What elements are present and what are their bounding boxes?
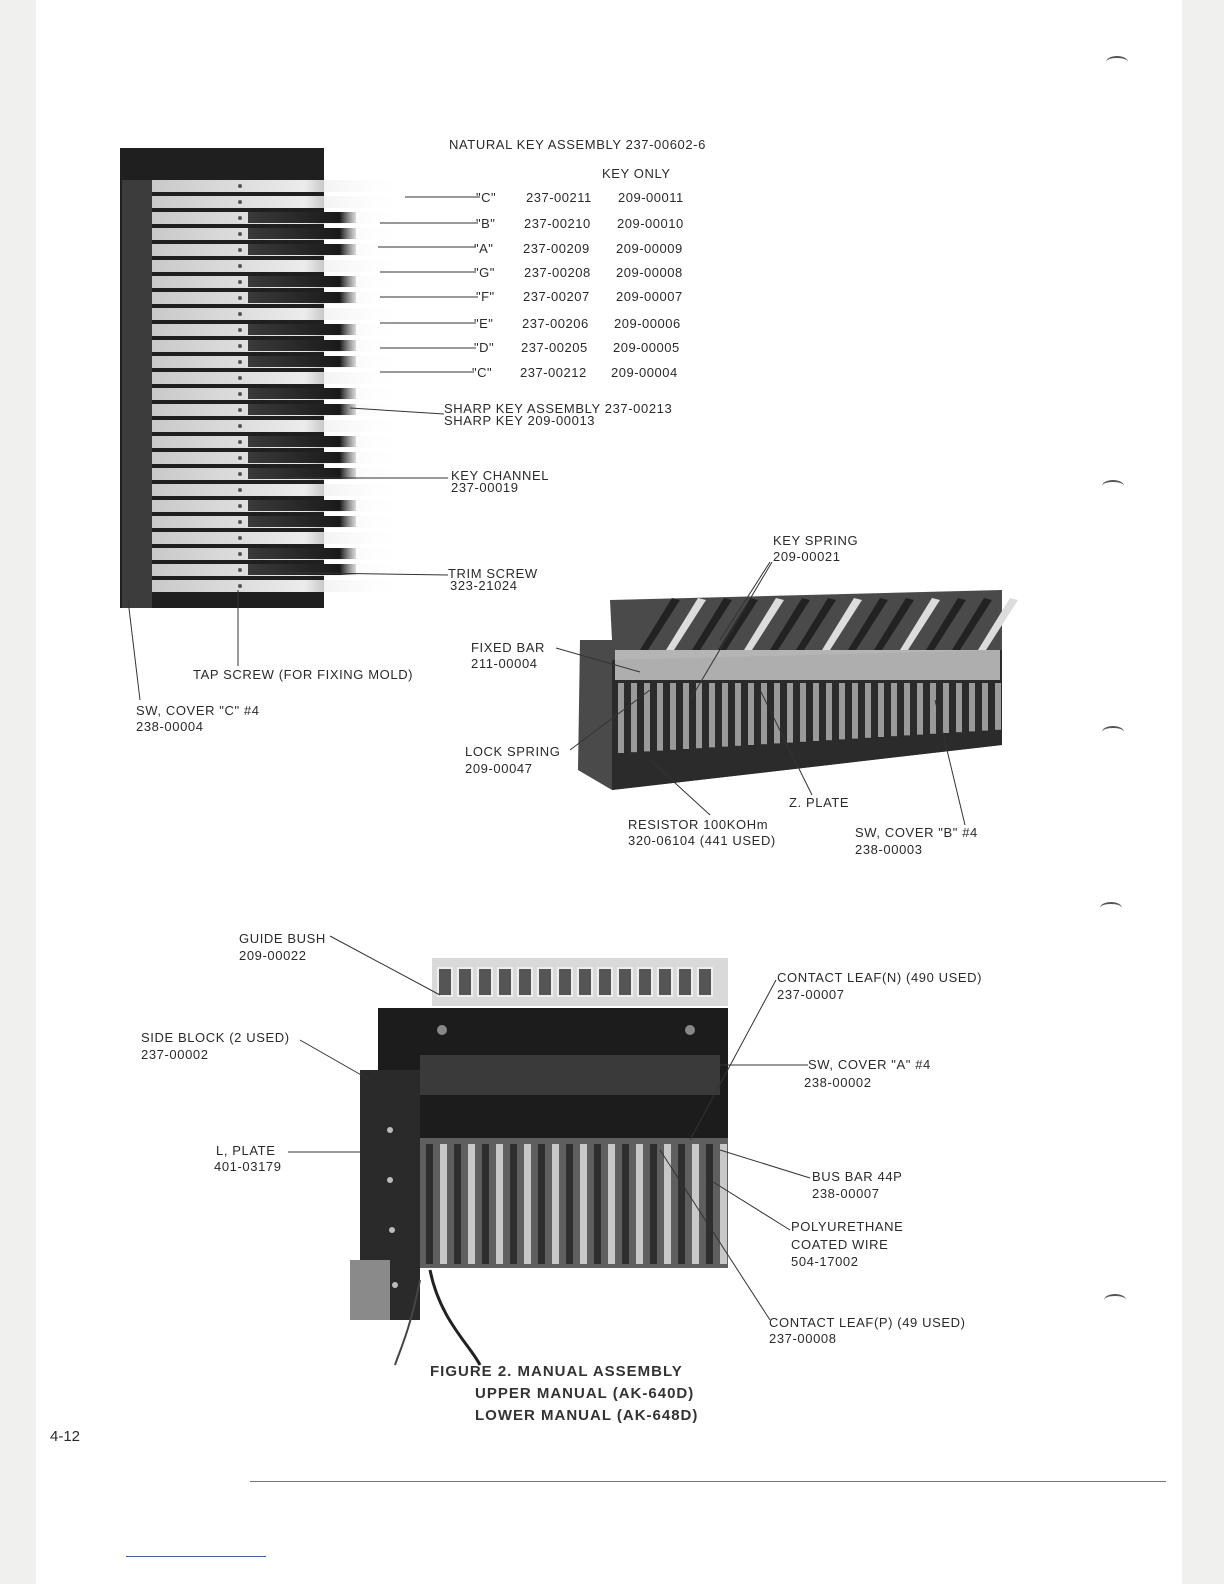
- contact-leaf-n-label: CONTACT LEAF(N) (490 USED): [777, 970, 983, 985]
- assembly-cell: 237-00208: [524, 265, 591, 280]
- table-row: [474, 340, 714, 358]
- sharp-key-assembly-label: SHARP KEY ASSEMBLY 237-00213: [444, 401, 673, 416]
- key-only-cell: 209-00008: [616, 265, 683, 280]
- natural-key-title: NATURAL KEY ASSEMBLY 237-00602-6: [449, 137, 706, 152]
- note-cell: "A": [474, 241, 494, 256]
- contact-leaf-p-label: CONTACT LEAF(P) (49 USED): [769, 1315, 966, 1330]
- side-block-label: SIDE BLOCK (2 USED): [141, 1030, 290, 1045]
- binder-hole-mark: [1102, 480, 1124, 492]
- l-plate-label: L, PLATE: [216, 1143, 276, 1158]
- note-cell: "G": [474, 265, 495, 280]
- table-row: [474, 265, 714, 283]
- polyurethane-label: POLYURETHANE: [791, 1219, 904, 1234]
- key-only-cell: 209-00010: [617, 216, 684, 231]
- key-only-cell: 209-00005: [613, 340, 680, 355]
- key-only-cell: 209-00006: [614, 316, 681, 331]
- page-number: 4-12: [50, 1428, 81, 1445]
- table-row: [476, 190, 716, 208]
- fixed-bar-part: 211-00004: [471, 656, 538, 671]
- table-row: [476, 216, 716, 234]
- tap-screw-label: TAP SCREW (FOR FIXING MOLD): [193, 667, 414, 682]
- sw-cover-c-part: 238-00004: [136, 719, 204, 734]
- key-channel-label: KEY CHANNEL: [451, 468, 550, 483]
- guide-bush-label: GUIDE BUSH: [239, 931, 326, 946]
- binder-hole-mark: [1104, 1294, 1126, 1306]
- figure-caption-title: FIGURE 2. MANUAL ASSEMBLY: [430, 1363, 683, 1380]
- binder-hole-mark: [1102, 726, 1124, 738]
- note-cell: "E": [474, 316, 494, 331]
- table-row: [472, 365, 712, 383]
- assembly-cell: 237-00211: [526, 190, 592, 205]
- key-spring-part: 209-00021: [773, 549, 841, 564]
- binder-hole-mark: [1100, 902, 1122, 914]
- assembly-cell: 237-00212: [520, 365, 587, 380]
- key-only-header: KEY ONLY: [602, 166, 671, 181]
- sw-cover-c-label: SW, COVER "C" #4: [136, 703, 260, 718]
- coated-wire-label: COATED WIRE: [791, 1237, 889, 1252]
- bus-bar-part: 238-00007: [812, 1186, 880, 1201]
- assembly-cell: 237-00207: [523, 289, 590, 304]
- bus-bar-label: BUS BAR 44P: [812, 1169, 903, 1184]
- z-plate-label: Z. PLATE: [789, 795, 850, 810]
- figure-caption-upper: UPPER MANUAL (AK-640D): [475, 1385, 695, 1402]
- trim-screw-part: 323-21024: [450, 578, 518, 593]
- sharp-key-label: SHARP KEY 209-00013: [444, 413, 596, 428]
- lock-spring-part: 209-00047: [465, 761, 533, 776]
- table-row: [476, 289, 716, 307]
- sw-cover-b-label: SW, COVER "B" #4: [855, 825, 978, 840]
- contact-leaf-n-part: 237-00007: [777, 987, 845, 1002]
- assembly-cell: 237-00210: [524, 216, 591, 231]
- assembly-cell: 237-00209: [523, 241, 590, 256]
- key-spring-label: KEY SPRING: [773, 533, 859, 548]
- sw-cover-b-part: 238-00003: [855, 842, 923, 857]
- footer-rule: [250, 1481, 1166, 1482]
- assembly-cell: 237-00205: [521, 340, 588, 355]
- note-cell: "C": [472, 365, 493, 380]
- key-only-cell: 209-00004: [611, 365, 678, 380]
- sw-cover-a-label: SW, COVER "A" #4: [808, 1057, 931, 1072]
- side-block-part: 237-00002: [141, 1047, 209, 1062]
- polyurethane-part: 504-17002: [791, 1254, 859, 1269]
- guide-bush-part: 209-00022: [239, 948, 307, 963]
- l-plate-part: 401-03179: [214, 1159, 282, 1174]
- footer-link-underline[interactable]: [126, 1556, 266, 1557]
- resistor-part: 320-06104 (441 USED): [628, 833, 776, 848]
- key-only-cell: 209-00009: [616, 241, 683, 256]
- key-only-cell: 209-00007: [616, 289, 683, 304]
- contact-leaf-p-part: 237-00008: [769, 1331, 837, 1346]
- note-cell: "D": [474, 340, 495, 355]
- assembly-cell: 237-00206: [522, 316, 589, 331]
- note-cell: "C": [476, 190, 497, 205]
- note-cell: "B": [476, 216, 496, 231]
- trim-screw-label: TRIM SCREW: [448, 566, 538, 581]
- resistor-label: RESISTOR 100KOHm: [628, 817, 769, 832]
- figure-caption-lower: LOWER MANUAL (AK-648D): [475, 1407, 699, 1424]
- note-cell: "F": [476, 289, 495, 304]
- table-row: [474, 316, 714, 334]
- key-channel-part: 237-00019: [451, 480, 519, 495]
- lock-spring-label: LOCK SPRING: [465, 744, 561, 759]
- table-row: [474, 241, 714, 259]
- sw-cover-a-part: 238-00002: [804, 1075, 872, 1090]
- key-only-cell: 209-00011: [618, 190, 684, 205]
- fixed-bar-label: FIXED BAR: [471, 640, 546, 655]
- binder-hole-mark: [1106, 56, 1128, 68]
